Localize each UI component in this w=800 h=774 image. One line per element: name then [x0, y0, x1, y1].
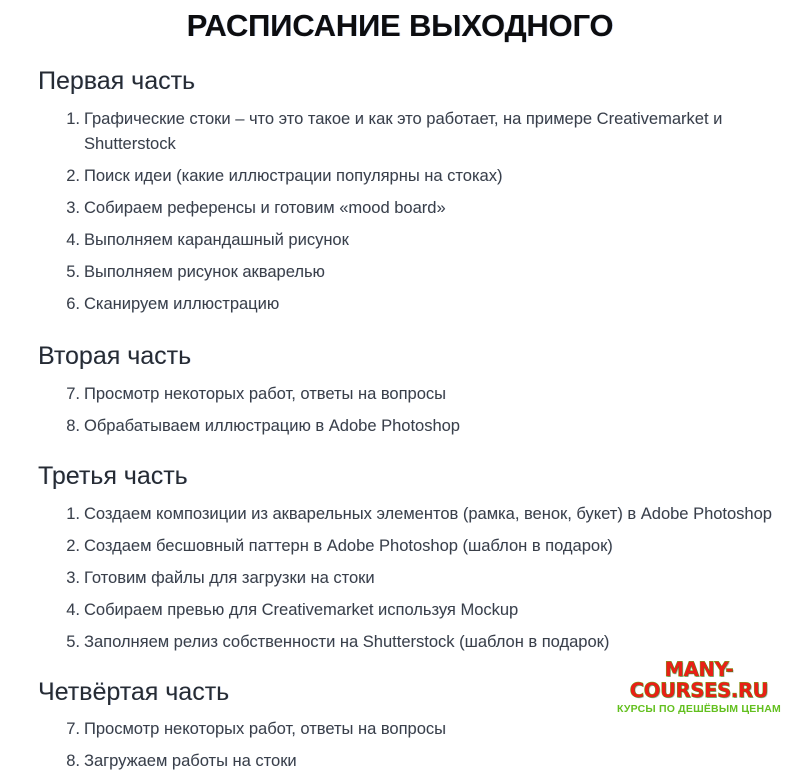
- step-list: [0, 107, 800, 317]
- page-title: РАСПИСАНИЕ ВЫХОДНОГО: [186, 8, 614, 43]
- watermark-site-name: MANY-COURSES.RU: [629, 658, 769, 702]
- list-item-number: 4.: [66, 231, 80, 249]
- list-item-number: 3.: [66, 569, 80, 587]
- list-item-number: 7.: [66, 720, 80, 738]
- list-item: [0, 630, 800, 655]
- section-heading: Первая часть: [38, 67, 196, 95]
- list-item-text: Загружаем работы на стоки: [84, 752, 297, 770]
- list-item-text: Собираем референсы и готовим «mood board»: [84, 199, 446, 217]
- list-item-text: Поиск идеи (какие иллюстрации популярны на стоках): [84, 167, 503, 185]
- list-item-number: 1.: [66, 110, 80, 128]
- list-item: [0, 164, 800, 189]
- list-item-number: 7.: [66, 385, 80, 403]
- section-heading: Третья часть: [38, 462, 188, 490]
- list-item-text: Выполняем карандашный рисунок: [84, 231, 349, 249]
- list-item-number: 1.: [66, 505, 80, 523]
- list-item-number: 6.: [66, 295, 80, 313]
- list-item-text: Заполняем релиз собственности на Shutterstock (шаблон в подарок): [84, 633, 610, 651]
- section-second-part: [0, 341, 800, 439]
- list-item: [0, 717, 800, 742]
- list-item-text: Обрабатываем иллюстрацию в Adobe Photoshop: [84, 417, 460, 435]
- section-heading: Четвёртая часть: [38, 678, 230, 706]
- list-item-number: 5.: [66, 633, 80, 651]
- list-item-text: Графические стоки – что это такое и как это работает, на примере Creativemarket и Shutterstock: [84, 110, 723, 153]
- list-item: [0, 534, 800, 559]
- list-item: [0, 414, 800, 439]
- list-item-number: 2.: [66, 167, 80, 185]
- list-item: [0, 382, 800, 407]
- section-first-part: [0, 66, 800, 317]
- list-item-text: Создаем композиции из акварельных элементов (рамка, венок, букет) в Adobe Photoshop: [84, 505, 772, 523]
- list-item: [0, 749, 800, 774]
- watermark-logo: [606, 659, 792, 715]
- step-list: [0, 717, 800, 774]
- list-item-text: Выполняем рисунок акварелью: [84, 263, 325, 281]
- list-item-number: 3.: [66, 199, 80, 217]
- list-item: [0, 107, 800, 157]
- list-item-number: 8.: [66, 752, 80, 770]
- list-item-number: 4.: [66, 601, 80, 619]
- section-third-part: [0, 461, 800, 655]
- list-item-number: 8.: [66, 417, 80, 435]
- list-item-text: Просмотр некоторых работ, ответы на вопросы: [84, 385, 446, 403]
- step-list: [0, 382, 800, 439]
- list-item: [0, 598, 800, 623]
- list-item-text: Готовим файлы для загрузки на стоки: [84, 569, 375, 587]
- list-item: [0, 228, 800, 253]
- list-item-text: Просмотр некоторых работ, ответы на вопросы: [84, 720, 446, 738]
- list-item: [0, 502, 800, 527]
- list-item: [0, 292, 800, 317]
- section-heading: Вторая часть: [38, 342, 192, 370]
- watermark-tagline: КУРСЫ ПО ДЕШЁВЫМ ЦЕНАМ: [617, 703, 781, 715]
- list-item: [0, 260, 800, 285]
- step-list: [0, 502, 800, 655]
- list-item-number: 5.: [66, 263, 80, 281]
- list-item-number: 2.: [66, 537, 80, 555]
- list-item: [0, 196, 800, 221]
- list-item-text: Сканируем иллюстрацию: [84, 295, 280, 313]
- list-item-text: Создаем бесшовный паттерн в Adobe Photoshop (шаблон в подарок): [84, 537, 613, 555]
- list-item-text: Собираем превью для Creativemarket используя Mockup: [84, 601, 519, 619]
- list-item: [0, 566, 800, 591]
